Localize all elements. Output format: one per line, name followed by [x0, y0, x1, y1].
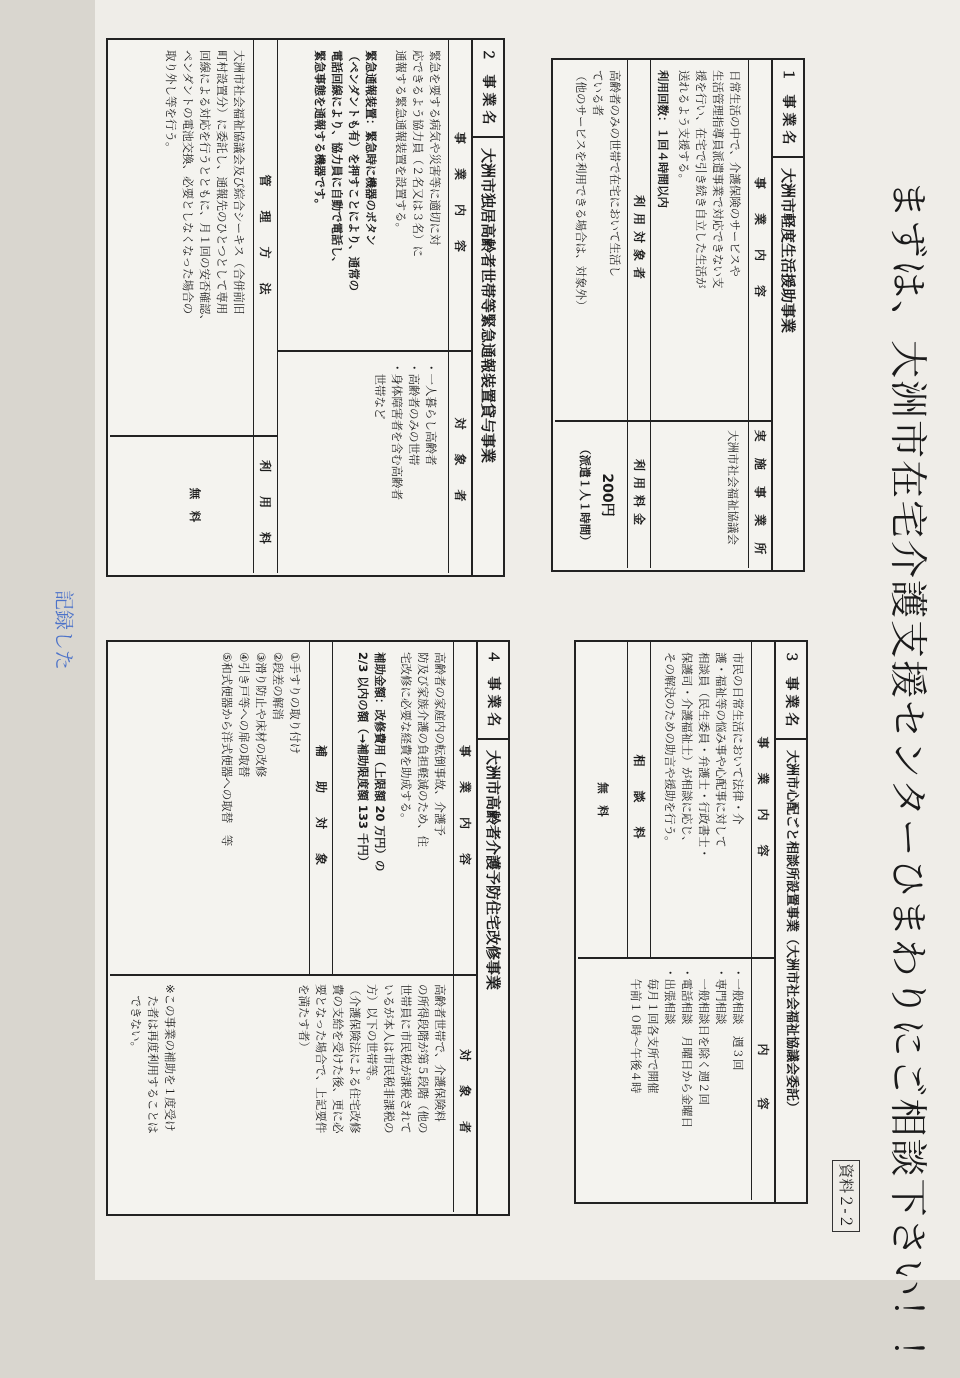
section-1-fee-note: （派遣１人１時間）	[578, 443, 592, 547]
section-1-office-heading: 実 施 事 業 所	[753, 429, 767, 561]
section-2-content: 緊急を要する病気や災害等に適切に対 応できるよう協力員（２名又は３名）に 通報する緊急通報装置を設置する。	[394, 50, 442, 257]
section-4-box	[106, 640, 510, 1216]
section-4-number: ４ 事業名	[478, 642, 508, 740]
section-4-content: 高齢者の家庭内の転倒事故、介護予 防及び家族介護の負担軽減のため、住 宅改修に必要な経費を助成する。	[399, 652, 447, 848]
section-1-office: 大洲市社会福祉協議会	[726, 430, 740, 545]
section-3-fee-heading: 相 談 料	[632, 754, 646, 845]
section-2-header	[471, 40, 503, 575]
section-1-target-heading: 利用対象者	[632, 194, 646, 285]
section-4-note: ※この事業の補助を１度受け た者は再度利用することは できない。	[129, 984, 177, 1134]
section-2-management: 大洲市社会福祉協議会及び綜合シーキス（合併前旧 町村設置分）に委託し、通報先のひとつとして専用 回線による対応を行うとともに、月１回の安否確認、 ペンダントの電池交換、必要としなくなった場合の 取り外し等を行う。	[164, 50, 246, 326]
section-4-content-heading: 事 業 内 容	[458, 744, 472, 871]
section-1-target: 高齢者のみの世帯で在宅において生活し ている者 （他のサービスを利用できる場合は、対象外）	[574, 70, 622, 312]
document-code: 資料２-２	[832, 1160, 860, 1232]
section-4-header	[476, 642, 508, 1214]
section-2-box	[106, 38, 505, 577]
divider	[332, 642, 333, 974]
section-3-content-heading: 事 業 内 容	[756, 736, 770, 863]
section-3-number: ３ 事業名	[776, 642, 806, 740]
section-3-details: ・一般相談 週３回 ・専門相談 一般相談日を除く週２回 ・電話相談 月曜日から金曜日 ・出張相談 毎月１回各支所で開催 午前１０時〜午後４時	[629, 967, 745, 1128]
section-1-title: 大洲市軽度生活援助事業	[779, 168, 797, 334]
divider	[110, 974, 478, 976]
divider	[650, 642, 651, 957]
section-1-fee: 200円	[599, 473, 615, 517]
section-1-number: １ 事業名	[773, 60, 803, 158]
page-title: まずは、大洲市在宅介護支援センターひまわりにご相談下さい！！	[886, 180, 930, 1378]
section-1-content-heading: 事 業 内 容	[753, 176, 767, 303]
divider	[578, 957, 776, 959]
divider	[650, 60, 651, 568]
section-4-target-heading: 対 象 者	[458, 1048, 472, 1139]
section-4-targets: 高齢者世帯で、介護保険料 の所得段階が第５段階（他の 世帯員に市民税が課税されて いるが本人は市民税非課税の 方）以下の世帯等。 （介護保険法による住宅改修 費の支給を受けた後、更に必 要となった場合で、上記要件 を満たす者）	[297, 984, 447, 1134]
section-4-title: 大洲市高齢者介護予防住宅改修事業	[484, 750, 502, 991]
section-4-items-heading: 補 助 対 象	[314, 744, 328, 871]
section-1-frequency: 利用回数：１回４時間以内	[656, 70, 670, 208]
section-3-title: 大洲市心配ごと相談所設置事業（大洲市社会福祉協議会委託）	[784, 750, 799, 1115]
section-3-detail-heading: 内 容	[756, 1043, 770, 1116]
section-1-box	[551, 58, 805, 572]
section-4-items: ①手すりの取り付け ②段差の解消 ③滑り防止や床材の改修 ④引き戸等への扉の取替 ⑤和式便器から洋式便器への取替 等	[220, 652, 302, 847]
section-2-target-heading: 対 象 者	[453, 417, 467, 508]
divider	[277, 40, 278, 573]
section-2-fee-heading: 利 用 料	[258, 459, 272, 550]
section-2-targets: ・一人暮らし高齢者 ・高齢者のみの世帯 ・身体障害者を含む高齢者 世帯など	[373, 362, 438, 500]
section-3-fee: 無 料	[596, 782, 610, 817]
section-2-content-heading: 事 業 内 容	[453, 131, 467, 258]
divider	[278, 350, 473, 352]
section-1-content: 日常生活の中で、介護保険のサービスや 生活管理指導員派遣事業で対応できない支 援を行い、在宅で引き続き自立した生活が 送れるよう支援する。	[677, 70, 742, 289]
section-1-fee-heading: 利用料金	[632, 458, 646, 531]
section-4-subsidy-amount: 補助金額：改修費用（上限額 20 万円）の 2/3 以内の額（→補助限度額 133 千円）	[356, 652, 387, 872]
section-1-header	[771, 60, 803, 570]
section-3-box	[574, 640, 808, 1204]
section-2-fee: 無 料	[188, 487, 202, 523]
section-2-number: ２ 事業名	[473, 40, 503, 138]
section-2-device-description: 緊急通報装置：緊急時に機器のボタン （ペンダントも有）を押すことにより、通常の 電話回線により、協力員に自動で電話し、 緊急事態を通報する機器です。	[313, 50, 378, 292]
section-2-title: 大洲市独居高齢者世帯等緊急通報装置貸与事業	[479, 148, 497, 464]
section-3-header	[774, 642, 806, 1202]
handwritten-note: 記録した	[52, 590, 76, 670]
section-3-content: 市民の日常生活において法律・介 護・福祉等の悩み事や心配事に対して 相談員（民生委員・弁護士・行政書士・ 保護司・介護福祉士）が相談に応じ、 その解決のための助言や援助を行う。	[663, 652, 745, 859]
section-2-manage-heading: 管 理 方 法	[258, 174, 272, 301]
